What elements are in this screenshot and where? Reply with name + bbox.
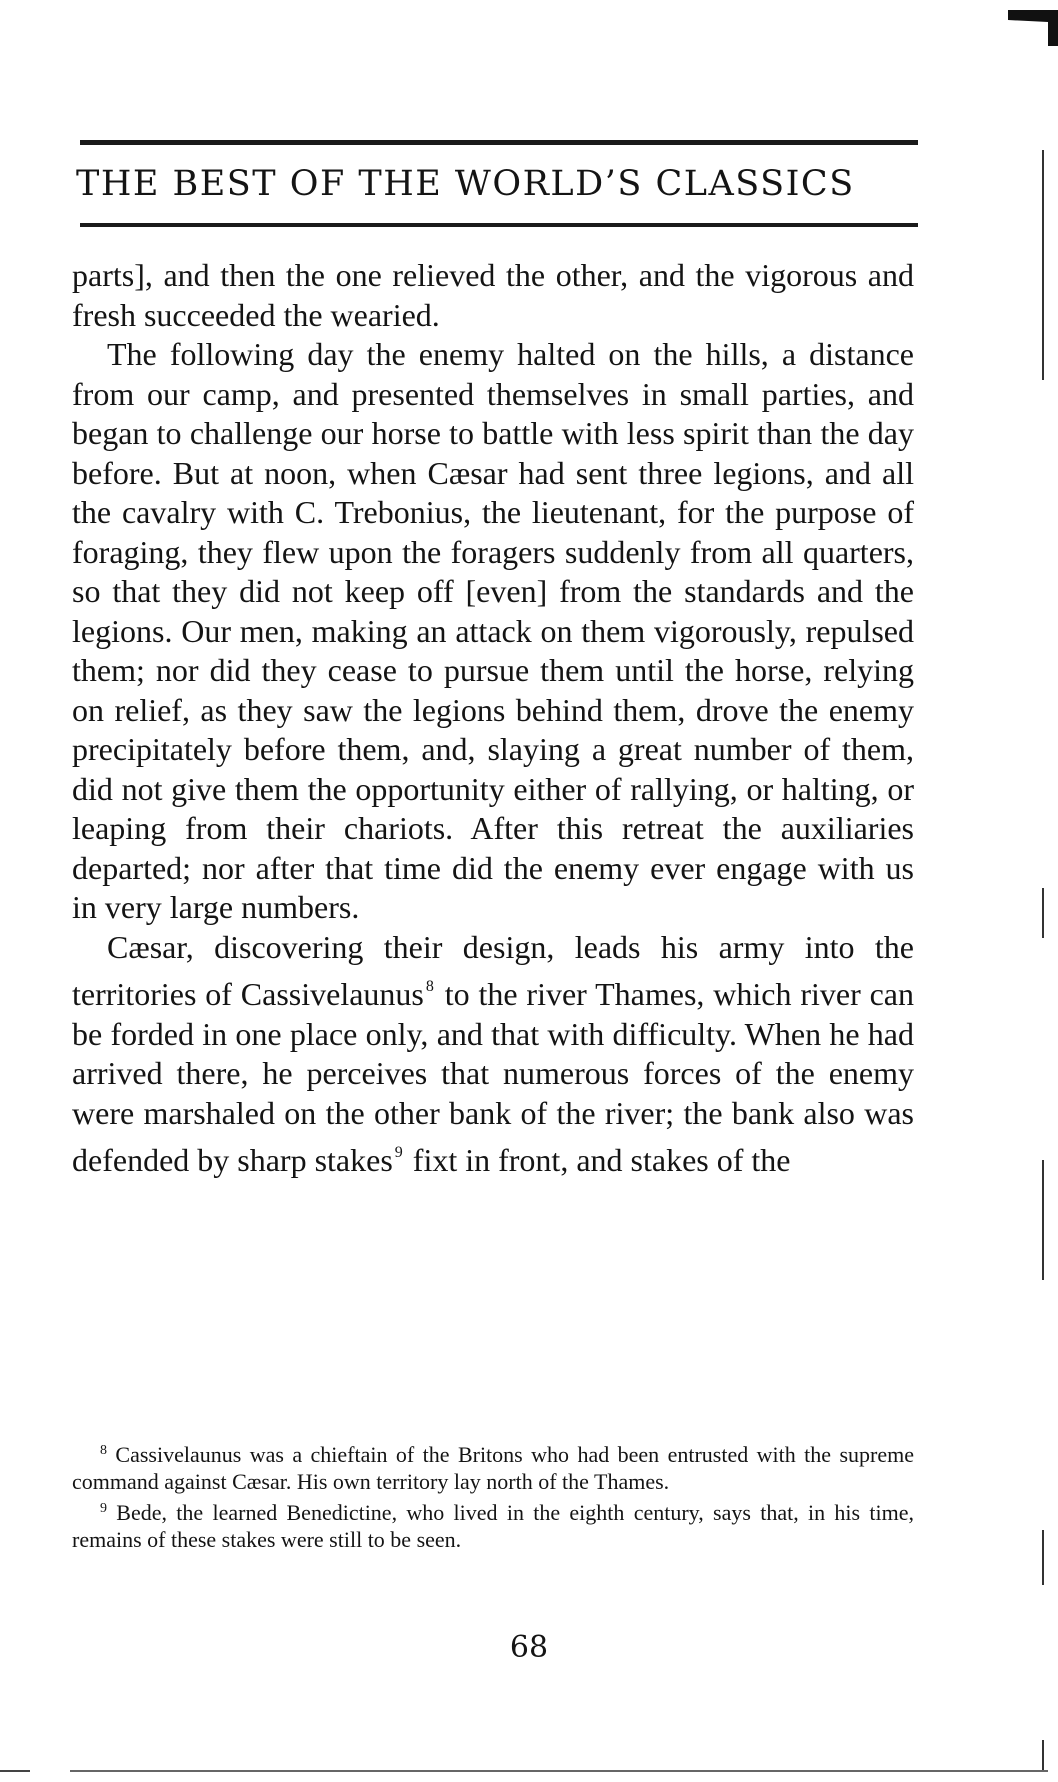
footnote-reference: 8 [425,978,434,995]
page-number: 68 [509,1630,549,1665]
footnotes [72,1437,914,1553]
paragraph [72,928,914,1181]
body-text [72,256,914,1181]
margin-mark [1042,1740,1044,1770]
margin-mark [1042,1160,1044,1280]
footnote-mark: 9 [100,1501,107,1516]
running-head: THE BEST OF THE WORLD’S CLASSICS [76,164,855,204]
paragraph: The following day the enemy halted on the hills, a distance from our camp, and presented themselves in small parties, and began to challenge our horse to battle with less spirit than the day before. But at noon, when Cæsar had sent three legions, and all the cavalry with C. Trebonius, the lieutenant, for the purpose of foraging, they flew upon the foragers suddenly from all quarters, so that they did not keep off [even] from the standards and the legions. Our men, making an attack on them vigorously, repulsed them; nor did they cease to pursue them until the horse, relying on relief, as they saw the legions behind them, drove the enemy precipitately before them, and, slaying a great number of them, did not give them the opportunity either of rallying, or halting, or leaping from their chariots. After this retreat the auxiliaries departed; nor after that time did the enemy ever engage with us in very large numbers. [72,336,914,925]
paragraph-text: fixt in front, and stakes of the [412,1142,791,1178]
header-rule-top [80,140,918,145]
footnote [72,1437,914,1495]
paragraph-text: Cæsar, discovering their design, leads his army into the territories of Cassivelaunus [72,928,914,1012]
footnote-mark: 8 [100,1443,107,1458]
header-rule-bottom [80,223,918,227]
bottom-edge-rule [70,1770,1048,1772]
paragraph: parts], and then the one relieved the other, and the vigorous and fresh succeeded the wearied. [72,257,914,333]
margin-mark [1042,888,1044,938]
footnote-text: Bede, the learned Benedictine, who lived in the eighth century, says that, in his time, remains of these stakes were still to be seen. [72,1500,914,1552]
margin-mark [1042,150,1044,380]
footnote-reference: 9 [394,1144,403,1161]
footnote [72,1495,914,1553]
paragraph-text: to the river Thames, which river can be forded in one place only, and that with difficulty. When he had arrived there, he perceives that numerous forces of the enemy were marshaled on the other bank of the river; the bank also was defended by sharp stakes [72,976,914,1178]
corner-fold-icon [1008,8,1058,48]
bottom-edge-rule [0,1770,30,1772]
footnote-text: Cassivelaunus was a chieftain of the Britons who had been entrusted with the supreme command against Cæsar. His own territory lay north of the Thames. [72,1442,914,1494]
margin-mark [1042,1530,1044,1585]
